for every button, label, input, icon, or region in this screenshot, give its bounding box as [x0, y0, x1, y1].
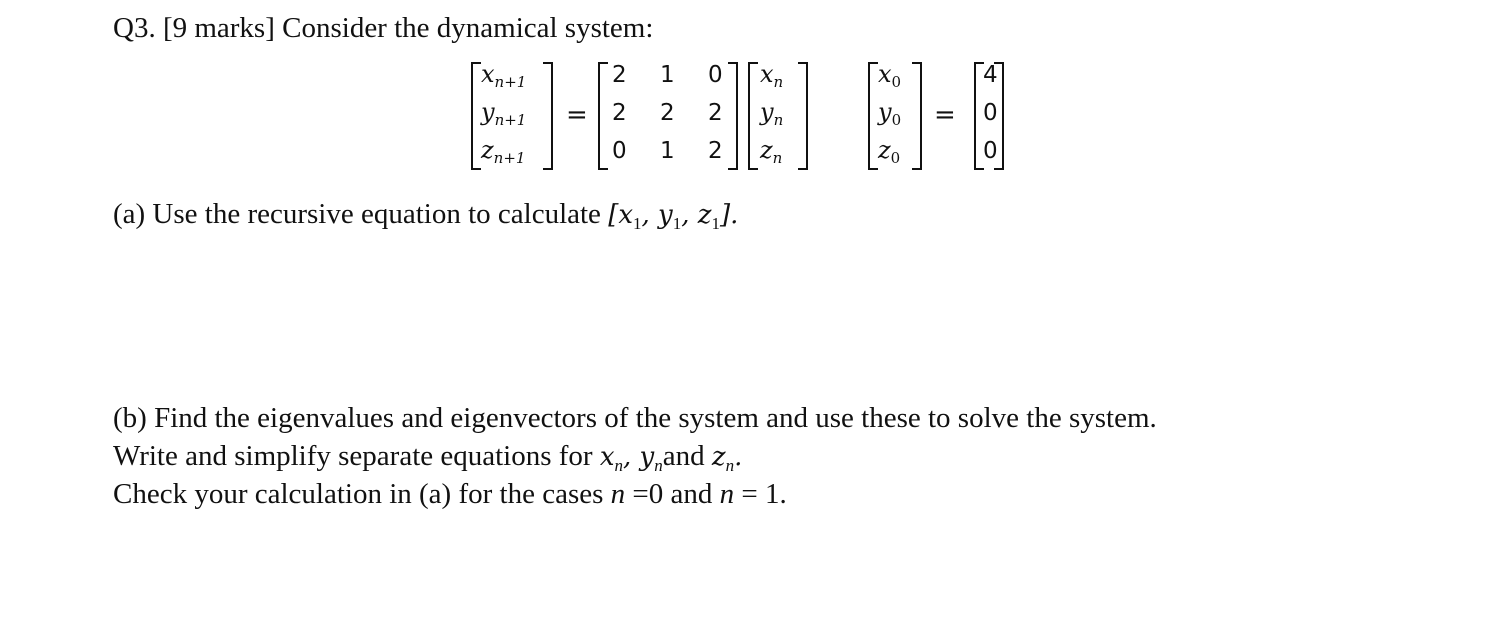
init-z: $z_0$	[878, 136, 901, 167]
rhs-y: $y_n$	[760, 98, 784, 129]
initial-values-vector	[974, 60, 1004, 170]
part-a: (a) Use the recursive equation to calculate [$x_1$, $y_1$, $z_1$].	[113, 198, 739, 233]
lhs-x: $x_{n+1}$	[481, 60, 527, 91]
m-0-1: 1	[660, 62, 675, 88]
part-b-line3: Check your calculation in (a) for the cases n =0 and n = 1.	[113, 478, 787, 510]
m-0-0: 2	[612, 62, 627, 88]
equals-sign: =	[566, 100, 588, 130]
question-title: Q3. [9 marks] Consider the dynamical system:	[113, 12, 654, 44]
coefficient-matrix	[598, 60, 738, 170]
init-y: $y_0$	[878, 98, 902, 129]
m-1-1: 2	[660, 100, 675, 126]
part-b-line2: Write and simplify separate equations for $x_n$, $y_nand$ $z_n$.	[113, 440, 743, 475]
m-2-0: 0	[612, 138, 627, 164]
rhs-vector	[748, 60, 808, 170]
m-2-2: 2	[708, 138, 723, 164]
init-val-0: 4	[983, 62, 998, 88]
rhs-x: $x_n$	[760, 60, 784, 91]
m-2-1: 1	[660, 138, 675, 164]
lhs-y: $y_{n+1}$	[481, 98, 527, 129]
m-1-2: 2	[708, 100, 723, 126]
initial-vector	[868, 60, 922, 170]
init-val-1: 0	[983, 100, 998, 126]
init-val-2: 0	[983, 138, 998, 164]
lhs-z: $z_{n+1}$	[481, 136, 526, 167]
m-0-2: 0	[708, 62, 723, 88]
lhs-vector	[471, 60, 553, 170]
rhs-z: $z_n$	[760, 136, 783, 167]
initial-equals-sign: =	[934, 100, 956, 130]
init-x: $x_0$	[878, 60, 902, 91]
m-1-0: 2	[612, 100, 627, 126]
part-b-line1: (b) Find the eigenvalues and eigenvectors of the system and use these to solve the system.	[113, 402, 1157, 434]
